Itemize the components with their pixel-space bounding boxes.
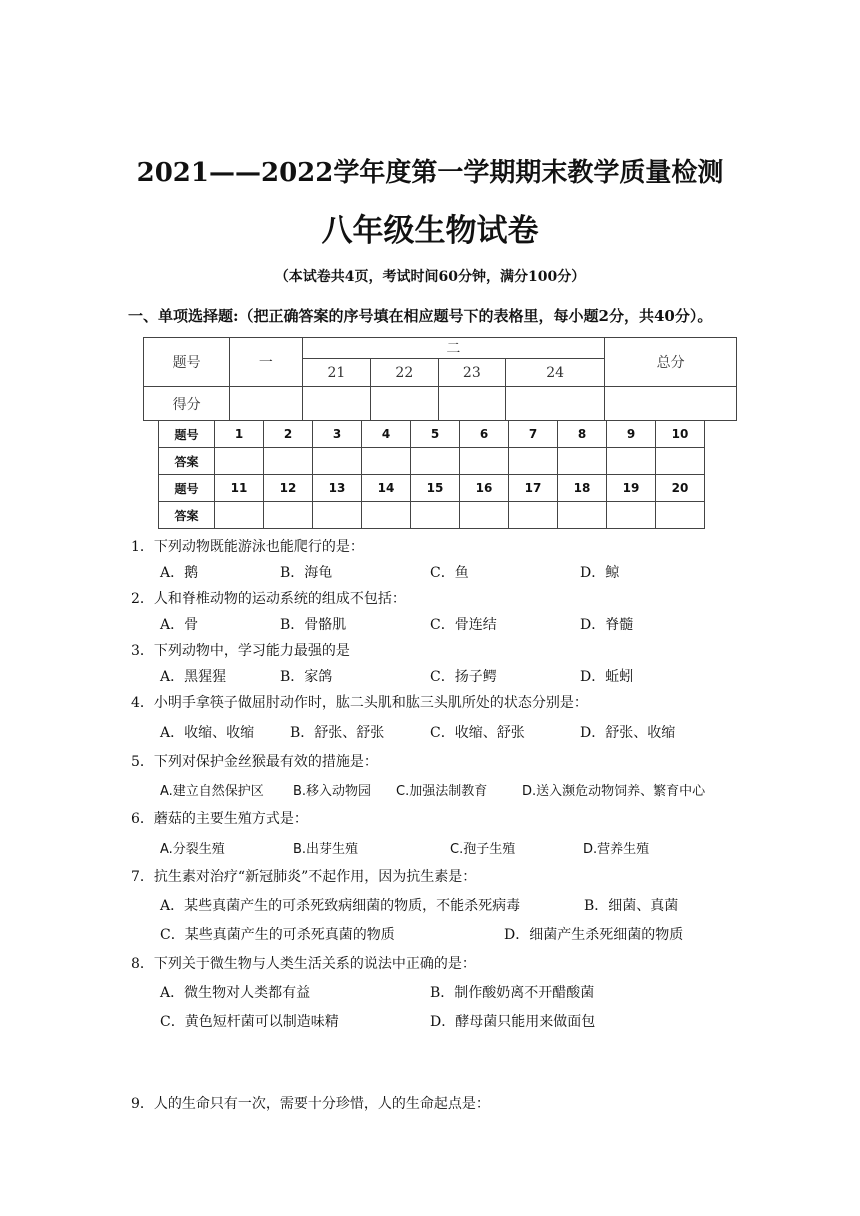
exam-subject-title: 八年级生物试卷 (321, 213, 539, 249)
answer-cell[interactable] (558, 448, 607, 475)
answer-cell[interactable] (460, 448, 509, 475)
answer-row-label: 答案 (159, 448, 215, 475)
question-number: 8 (558, 421, 607, 448)
option-c[interactable]: C．骨连结 (430, 617, 497, 633)
option-a[interactable]: A．微生物对人类都有益 (160, 985, 311, 1001)
question-1: 1．下列动物既能游泳也能爬行的是： (131, 539, 364, 555)
score-cell[interactable] (230, 387, 302, 421)
question-5: 5．下列对保护金丝猴最有效的措施是： (131, 754, 378, 770)
score-cell[interactable] (438, 387, 505, 421)
option-c[interactable]: C．鱼 (430, 565, 469, 581)
answer-row-label: 题号 (159, 475, 215, 502)
option-a[interactable]: A．收缩、收缩 (160, 725, 255, 741)
option-d[interactable]: D．酵母菌只能用来做面包 (430, 1014, 596, 1030)
exam-info: （本试卷共4页，考试时间60分钟，满分100分） (274, 269, 586, 285)
score-header-tihao: 题号 (144, 338, 230, 387)
question-number: 2 (264, 421, 313, 448)
option-c[interactable]: C.加强法制教育 (396, 784, 488, 799)
answer-cell[interactable] (656, 502, 705, 529)
question-9: 9．人的生命只有一次，需要十分珍惜，人的生命起点是： (131, 1096, 490, 1112)
question-number: 6 (460, 421, 509, 448)
question-4: 4．小明手拿筷子做屈肘动作时，肱二头肌和肱三头肌所处的状态分别是： (131, 695, 588, 711)
answer-row-label: 题号 (159, 421, 215, 448)
question-number: 10 (656, 421, 705, 448)
question-6: 6．蘑菇的主要生殖方式是： (131, 811, 308, 827)
answer-cell[interactable] (313, 448, 362, 475)
question-number: 14 (362, 475, 411, 502)
option-a[interactable]: A．某些真菌产生的可杀死致病细菌的物质，不能杀死病毒 (160, 898, 521, 914)
option-d[interactable]: D．舒张、收缩 (580, 725, 676, 741)
question-number: 12 (264, 475, 313, 502)
option-d[interactable]: D．蚯蚓 (580, 669, 634, 685)
question-number: 11 (215, 475, 264, 502)
score-header-22: 22 (371, 359, 438, 387)
score-table (143, 337, 737, 421)
answer-table (158, 420, 705, 529)
option-b[interactable]: B.移入动物园 (293, 784, 372, 799)
score-header-21: 21 (302, 359, 370, 387)
question-number: 18 (558, 475, 607, 502)
answer-cell[interactable] (215, 502, 264, 529)
question-number: 19 (607, 475, 656, 502)
answer-cell[interactable] (509, 448, 558, 475)
question-8: 8．下列关于微生物与人类生活关系的说法中正确的是： (131, 956, 476, 972)
option-d[interactable]: D.送入濒危动物饲养、繁育中心 (522, 784, 706, 799)
answer-cell[interactable] (460, 502, 509, 529)
question-number: 16 (460, 475, 509, 502)
answer-cell[interactable] (509, 502, 558, 529)
option-c[interactable]: C．某些真菌产生的可杀死真菌的物质 (160, 927, 395, 943)
option-d[interactable]: D.营养生殖 (583, 842, 650, 857)
question-number: 13 (313, 475, 362, 502)
option-a[interactable]: A.分裂生殖 (160, 842, 225, 857)
answer-cell[interactable] (215, 448, 264, 475)
option-b[interactable]: B．细菌、真菌 (584, 898, 679, 914)
score-header-part1: 一 (230, 338, 302, 387)
option-b[interactable]: B．家鸽 (280, 669, 333, 685)
score-header-part2: 二 (302, 338, 605, 359)
question-number: 20 (656, 475, 705, 502)
question-7: 7．抗生素对治疗“新冠肺炎”不起作用，因为抗生素是： (131, 869, 477, 885)
answer-cell[interactable] (264, 448, 313, 475)
score-cell[interactable] (506, 387, 605, 421)
answer-cell[interactable] (607, 448, 656, 475)
option-b[interactable]: B．骨骼肌 (280, 617, 347, 633)
question-number: 3 (313, 421, 362, 448)
answer-cell[interactable] (313, 502, 362, 529)
option-b[interactable]: B．舒张、舒张 (290, 725, 385, 741)
option-a[interactable]: A．黑猩猩 (160, 669, 227, 685)
question-3: 3．下列动物中，学习能力最强的是 (131, 643, 350, 659)
section-heading: 一、单项选择题:（把正确答案的序号填在相应题号下的表格里，每小题2分，共40分）。 (128, 307, 713, 325)
score-row-label: 得分 (144, 387, 230, 421)
option-c[interactable]: C．黄色短杆菌可以制造味精 (160, 1014, 339, 1030)
option-c[interactable]: C.孢子生殖 (450, 842, 516, 857)
answer-cell[interactable] (607, 502, 656, 529)
answer-cell[interactable] (656, 448, 705, 475)
score-header-total: 总分 (605, 338, 737, 387)
answer-cell[interactable] (362, 502, 411, 529)
score-cell[interactable] (605, 387, 737, 421)
option-b[interactable]: B.出芽生殖 (293, 842, 359, 857)
question-number: 4 (362, 421, 411, 448)
answer-cell[interactable] (264, 502, 313, 529)
option-d[interactable]: D．细菌产生杀死细菌的物质 (504, 927, 684, 943)
option-b[interactable]: B．海龟 (280, 565, 333, 581)
option-a[interactable]: A．骨 (160, 617, 199, 633)
option-a[interactable]: A.建立自然保护区 (160, 784, 264, 799)
question-number: 5 (411, 421, 460, 448)
score-header-23: 23 (438, 359, 505, 387)
question-2: 2．人和脊椎动物的运动系统的组成不包括： (131, 591, 406, 607)
option-c[interactable]: C．扬子鳄 (430, 669, 497, 685)
score-header-24: 24 (506, 359, 605, 387)
question-number: 9 (607, 421, 656, 448)
option-b[interactable]: B．制作酸奶离不开醋酸菌 (430, 985, 595, 1001)
answer-cell[interactable] (362, 448, 411, 475)
exam-title: 2021——2022学年度第一学期期末教学质量检测 (136, 158, 724, 188)
answer-cell[interactable] (411, 448, 460, 475)
question-number: 1 (215, 421, 264, 448)
option-d[interactable]: D．脊髓 (580, 617, 634, 633)
score-cell[interactable] (302, 387, 370, 421)
question-number: 17 (509, 475, 558, 502)
score-cell[interactable] (371, 387, 438, 421)
answer-row-label: 答案 (159, 502, 215, 529)
option-a[interactable]: A．鹅 (160, 565, 199, 581)
answer-cell[interactable] (558, 502, 607, 529)
option-c[interactable]: C．收缩、舒张 (430, 725, 525, 741)
question-number: 15 (411, 475, 460, 502)
question-number: 7 (509, 421, 558, 448)
option-d[interactable]: D．鲸 (580, 565, 620, 581)
answer-cell[interactable] (411, 502, 460, 529)
